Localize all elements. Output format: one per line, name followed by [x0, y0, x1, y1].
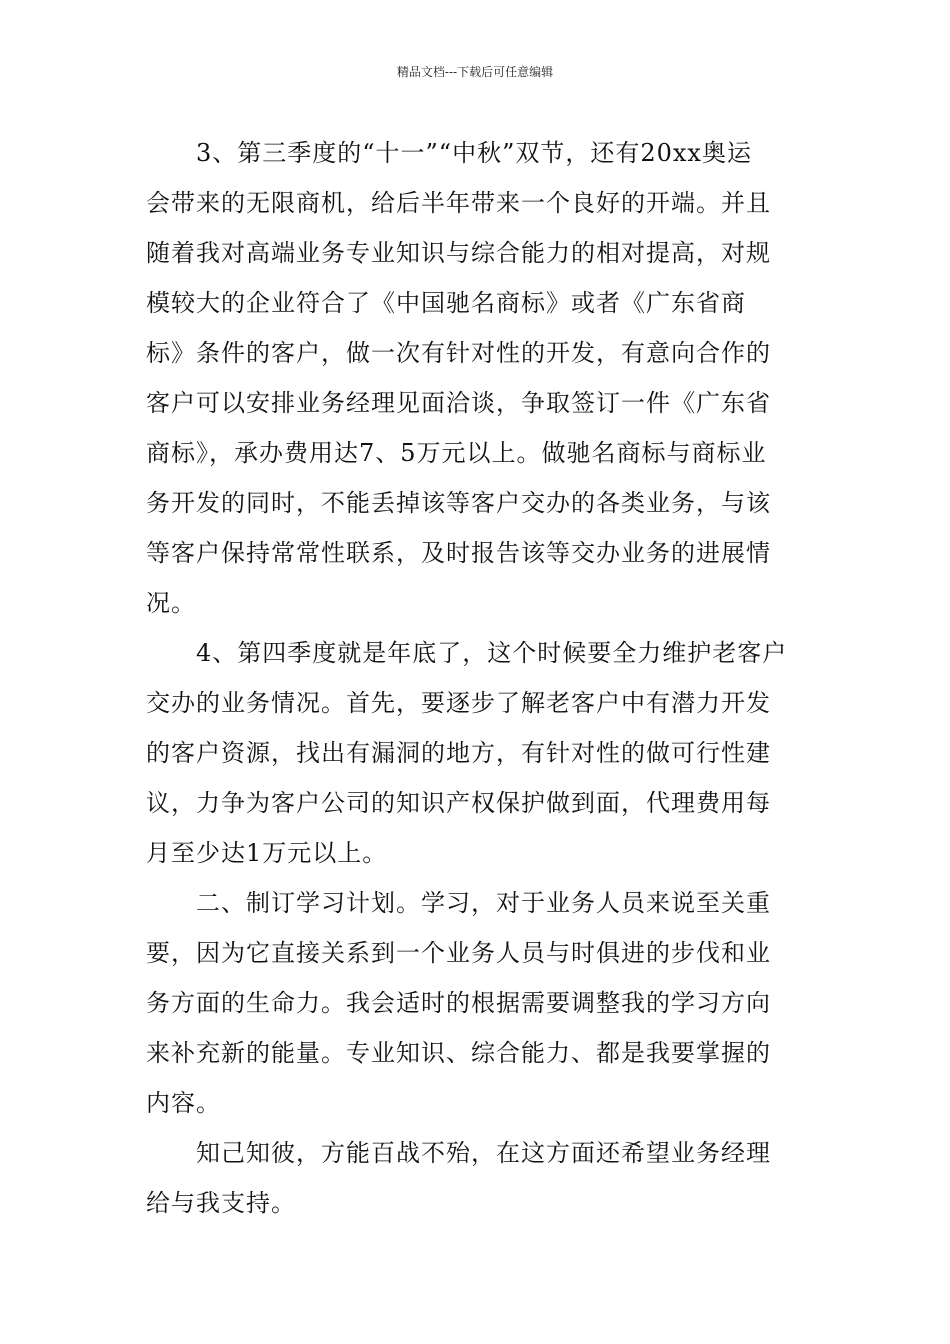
document-body: [146, 128, 810, 1228]
paragraph-line: 的客户资源，找出有漏洞的地方，有针对性的做可行性建: [146, 739, 771, 767]
paragraph-line: 3、第三季度的“十一”“中秋”双节，还有20xx奥运: [196, 139, 752, 167]
paragraph-line: 随着我对高端业务专业知识与综合能力的相对提高，对规: [146, 239, 771, 267]
paragraph-line: 知己知彼，方能百战不殆，在这方面还希望业务经理: [196, 1139, 771, 1167]
paragraph-line: 况。: [146, 589, 196, 617]
paragraph-line: 来补充新的能量。专业知识、综合能力、都是我要掌握的: [146, 1039, 771, 1067]
paragraph-line: 等客户保持常常性联系，及时报告该等交办业务的进展情: [146, 539, 771, 567]
paragraph-line: 务方面的生命力。我会适时的根据需要调整我的学习方向: [146, 989, 771, 1017]
paragraph-line: 给与我支持。: [146, 1189, 296, 1217]
paragraph-line: 交办的业务情况。首先，要逐步了解老客户中有潜力开发: [146, 689, 771, 717]
paragraph-line: 月至少达1万元以上。: [146, 839, 388, 867]
paragraph-line: 模较大的企业符合了《中国驰名商标》或者《广东省商: [146, 289, 746, 317]
paragraph-line: 务开发的同时，不能丢掉该等客户交办的各类业务，与该: [146, 489, 771, 517]
page-header: 精品文档---下载后可任意编辑: [396, 65, 554, 79]
paragraph-line: 商标》，承办费用达7、5万元以上。做驰名商标与商标业: [146, 439, 767, 467]
paragraph-line: 议，力争为客户公司的知识产权保护做到面，代理费用每: [146, 789, 771, 817]
paragraph-line: 客户可以安排业务经理见面洽谈，争取签订一件《广东省: [146, 389, 771, 417]
paragraph-line: 要，因为它直接关系到一个业务人员与时俱进的步伐和业: [146, 939, 771, 967]
paragraph-line: 4、第四季度就是年底了，这个时候要全力维护老客户: [196, 639, 788, 667]
paragraph-line: 内容。: [146, 1089, 221, 1117]
paragraph-line: 会带来的无限商机，给后半年带来一个良好的开端。并且: [146, 189, 771, 217]
paragraph-line: 标》条件的客户，做一次有针对性的开发，有意向合作的: [146, 339, 771, 367]
paragraph-line: 二、制订学习计划。学习，对于业务人员来说至关重: [196, 889, 771, 917]
